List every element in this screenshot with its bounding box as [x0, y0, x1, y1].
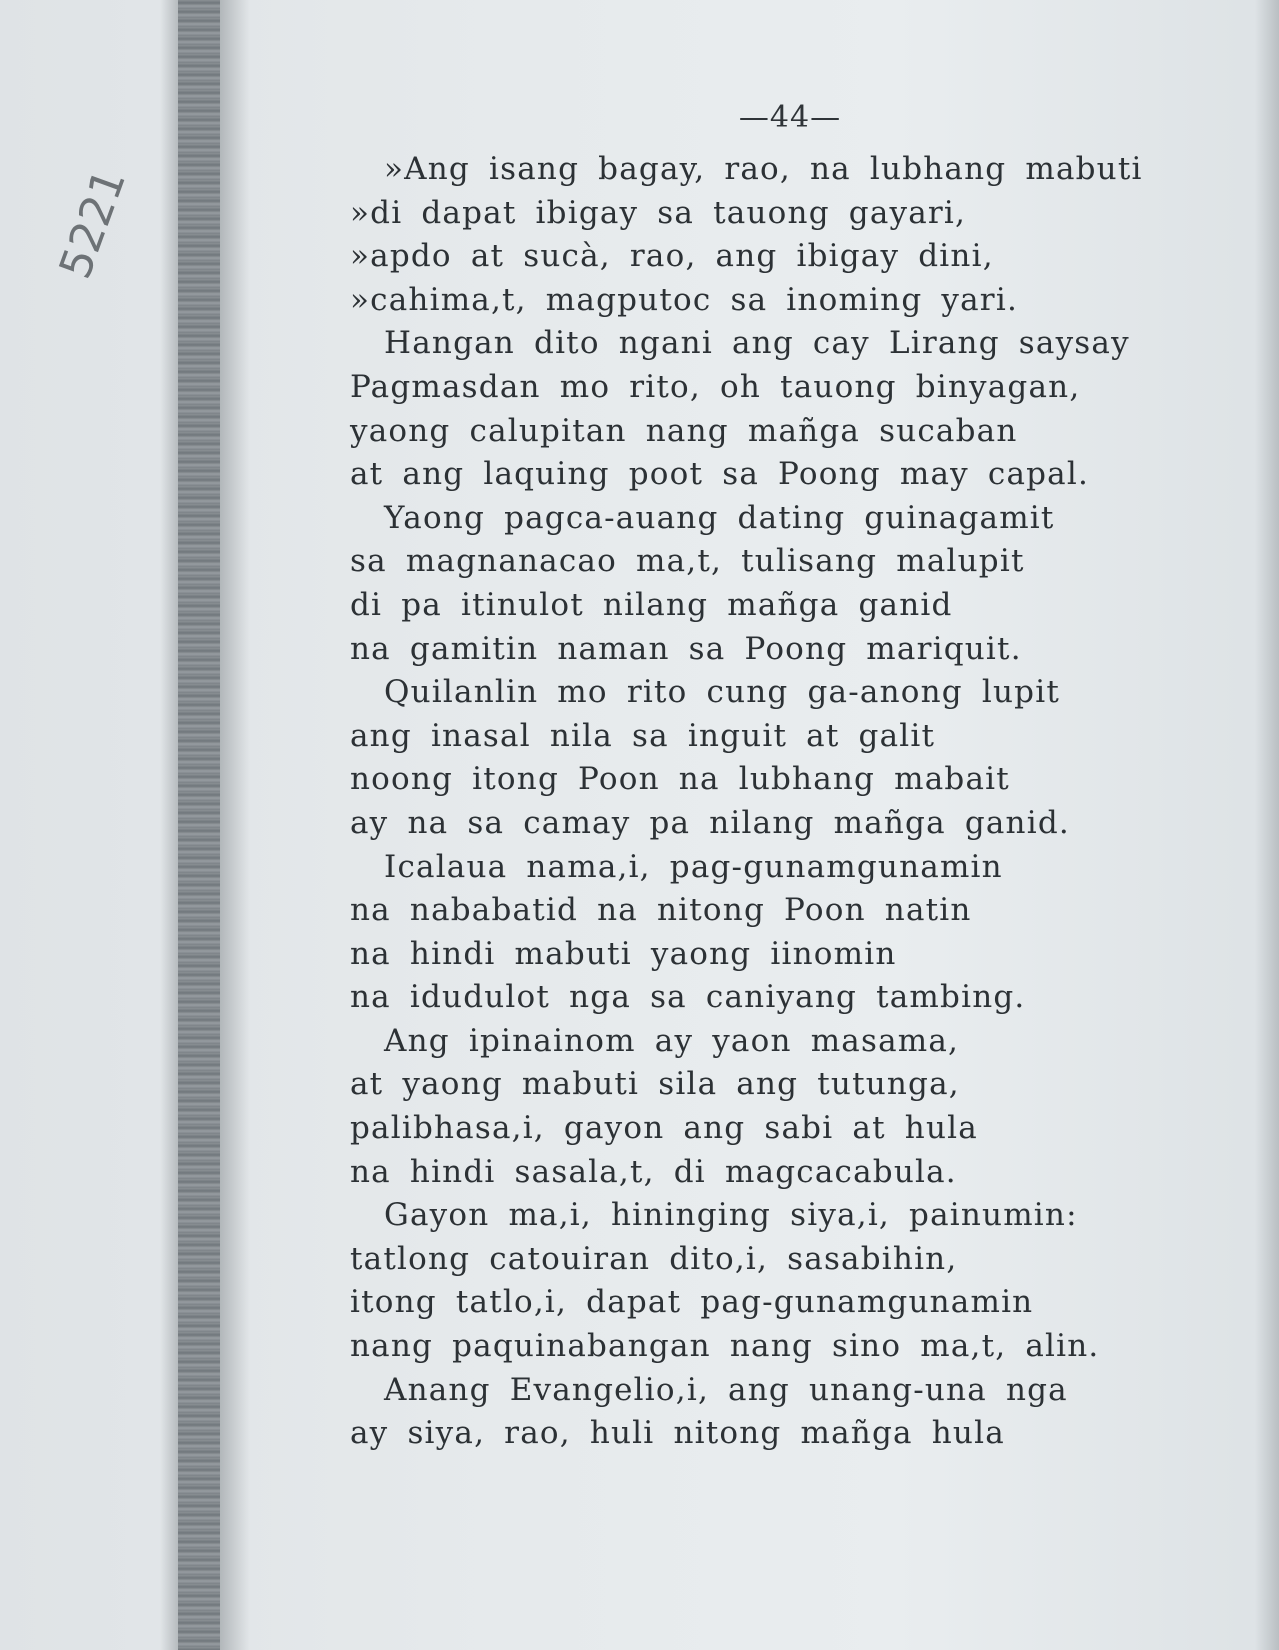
- verse-line: itong tatlo,i, dapat pag-gunamgunamin: [350, 1284, 1034, 1321]
- verse-line: Gayon ma,i, hininging siya,i, painumin:: [384, 1197, 1078, 1234]
- verse-line: at yaong mabuti sila ang tutunga,: [350, 1066, 960, 1103]
- verse-line: yaong calupitan nang mañga sucaban: [350, 412, 1018, 449]
- book-binding-gutter: [178, 0, 220, 1650]
- verse-line: »cahima,t, magputoc sa inoming yari.: [350, 281, 1018, 318]
- poem-text-block: [350, 148, 1190, 1456]
- verse-line: na hindi mabuti yaong iinomin: [350, 935, 897, 972]
- verse-line: Ang ipinainom ay yaon masama,: [384, 1022, 960, 1059]
- verse-line: Quilanlin mo rito cung ga-anong lupit: [384, 674, 1060, 711]
- verse-line: na gamitin naman sa Poong mariquit.: [350, 630, 1022, 667]
- handwritten-margin-note: 5221: [49, 162, 136, 286]
- verse-line: na hindi sasala,t, di magcacabula.: [350, 1153, 957, 1190]
- verse-line: Pagmasdan mo rito, oh tauong binyagan,: [350, 368, 1081, 405]
- verse-line: palibhasa,i, gayon ang sabi at hula: [350, 1110, 978, 1147]
- verse-line: sa magnanacao ma,t, tulisang malupit: [350, 543, 1025, 580]
- binding-fade: [220, 0, 250, 1650]
- verse-line: ay siya, rao, huli nitong mañga hula: [350, 1415, 1005, 1452]
- verse-line: nang paquinabangan nang sino ma,t, alin.: [350, 1328, 1100, 1365]
- verse-line: »Ang isang bagay, rao, na lubhang mabuti: [384, 151, 1143, 187]
- verse-line: at ang laquing poot sa Poong may capal.: [350, 456, 1090, 493]
- verse-line: »apdo at sucà, rao, ang ibigay dini,: [350, 238, 994, 275]
- verse-line: na nababatid na nitong Poon natin: [350, 892, 972, 929]
- verse-line: Icalaua nama,i, pag-gunamgunamin: [384, 848, 1003, 885]
- verse-line: Hangan dito ngani ang cay Lirang saysay: [384, 325, 1130, 362]
- verse-line: Anang Evangelio,i, ang unang-una nga: [384, 1371, 1068, 1408]
- page-edge-shadow: [1255, 0, 1279, 1650]
- verse-line: ay na sa camay pa nilang mañga ganid.: [350, 804, 1070, 841]
- verse-line: Yaong pagca-auang dating guinagamit: [384, 499, 1055, 536]
- verse-line: »di dapat ibigay sa tauong gayari,: [350, 194, 967, 231]
- page-number: —44—: [738, 100, 842, 135]
- verse-line: na idudulot nga sa caniyang tambing.: [350, 979, 1026, 1016]
- verse-line: noong itong Poon na lubhang mabait: [350, 761, 1010, 798]
- verse-line: ang inasal nila sa inguit at galit: [350, 717, 936, 754]
- verse-line: di pa itinulot nilang mañga ganid: [350, 586, 953, 623]
- verse-line: tatlong catouiran dito,i, sasabihin,: [350, 1240, 958, 1277]
